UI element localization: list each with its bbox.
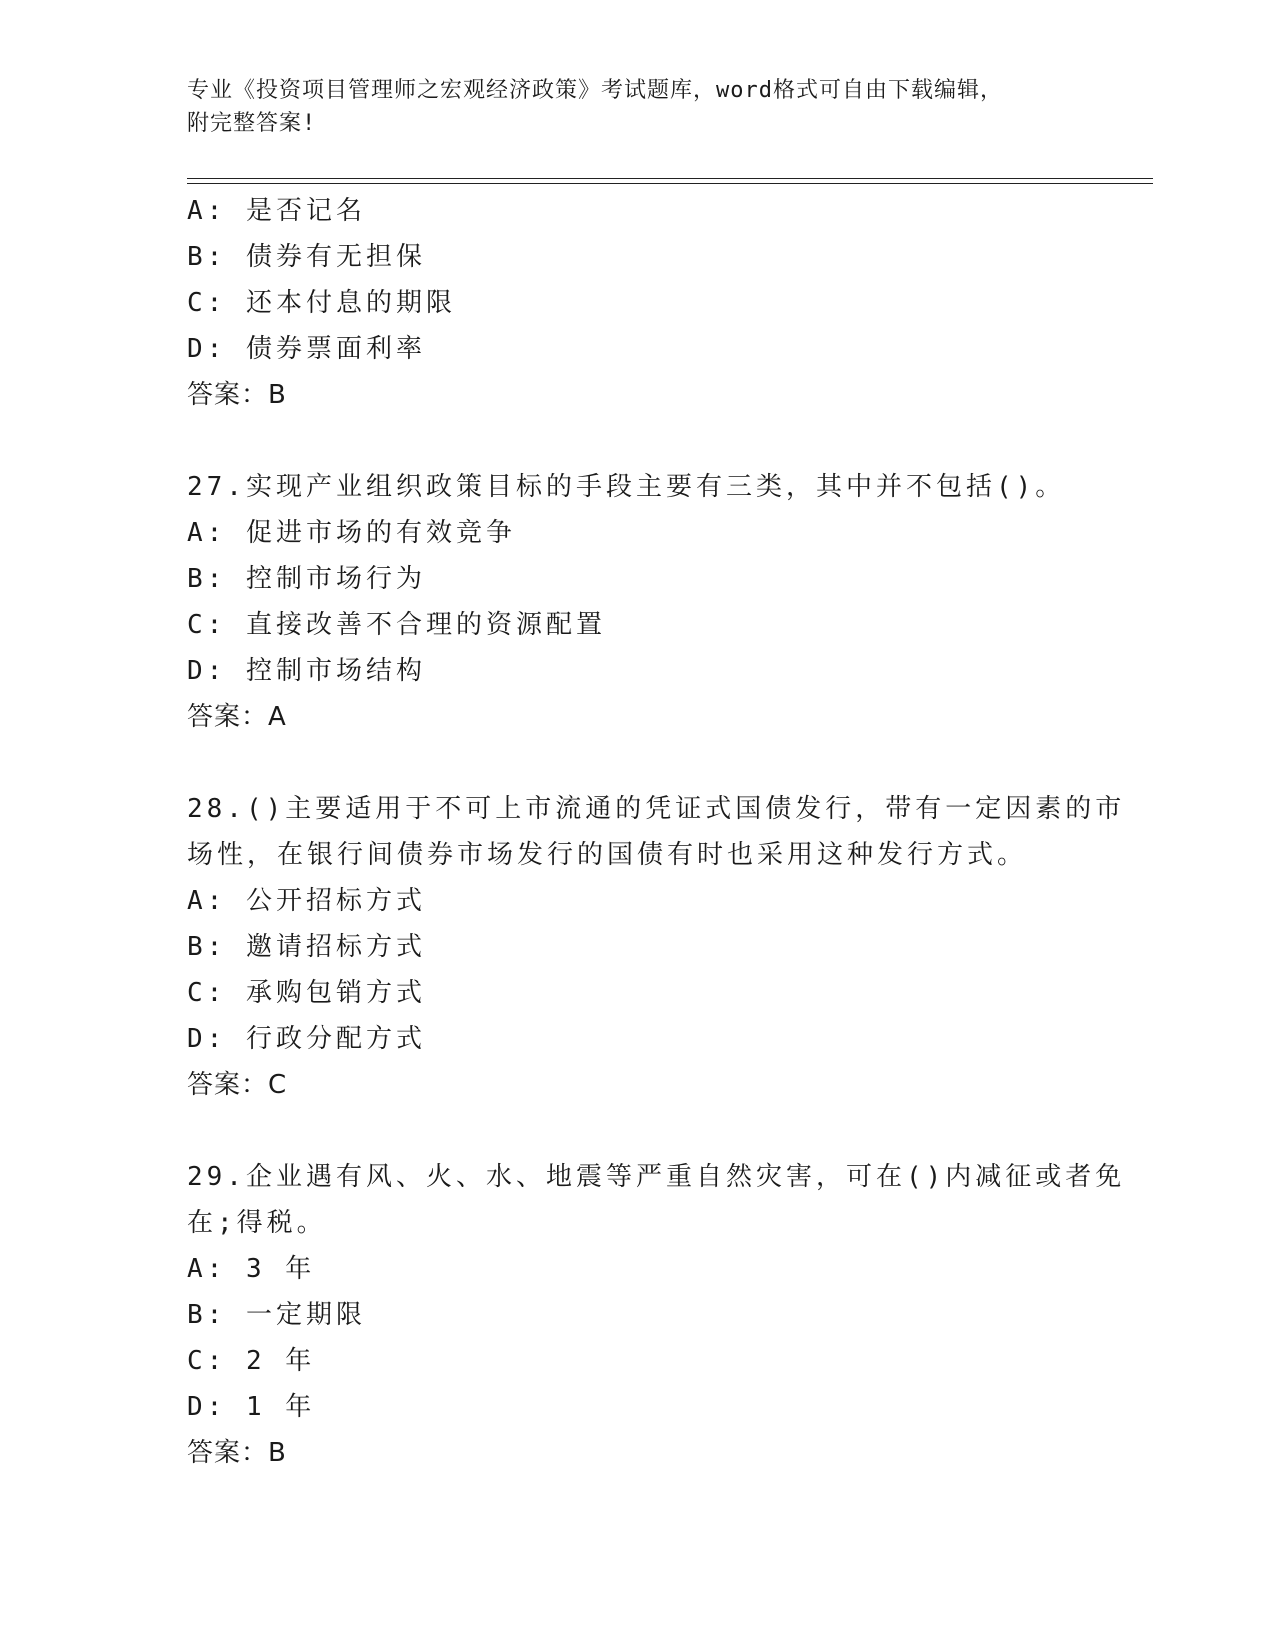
question-text-line-1: 29.企业遇有风、火、水、地震等严重自然灾害，可在()内减征或者免 [187, 1162, 1126, 1192]
answer-line: 答案：B [187, 1438, 287, 1468]
question-spacer [187, 1108, 1087, 1154]
option-c: C: 还本付息的期限 [187, 288, 456, 318]
question-text-line-2: 在;得税。 [187, 1208, 327, 1238]
option-b: B: 控制市场行为 [187, 564, 426, 594]
answer-line: 答案：C [187, 1070, 288, 1100]
header-line-1: 专业《投资项目管理师之宏观经济政策》考试题库，word格式可自由下载编辑， [187, 78, 1003, 103]
question-29 [187, 1154, 1126, 1476]
question-text: 27.实现产业组织政策目标的手段主要有三类，其中并不包括()。 [187, 472, 1066, 502]
option-d: D: 债券票面利率 [187, 334, 426, 364]
option-a: A: 3 年 [187, 1254, 316, 1284]
option-c: C: 直接改善不合理的资源配置 [187, 610, 606, 640]
question-28 [187, 786, 1126, 1108]
question-text-line-1: 28.()主要适用于不可上市流通的凭证式国债发行，带有一定因素的市 [187, 794, 1126, 824]
question-spacer [187, 418, 1087, 464]
question-list [187, 188, 1126, 1476]
option-c: C: 2 年 [187, 1346, 316, 1376]
option-a: A: 促进市场的有效竞争 [187, 518, 516, 548]
option-b: B: 债券有无担保 [187, 242, 426, 272]
question-text-line-2: 场性，在银行间债券市场发行的国债有时也采用这种发行方式。 [187, 840, 1028, 870]
header-rule-top [187, 178, 1153, 179]
option-c: C: 承购包销方式 [187, 978, 426, 1008]
answer-line: 答案：B [187, 380, 287, 410]
header-line-2: 附完整答案! [187, 111, 317, 136]
option-a: A: 公开招标方式 [187, 886, 426, 916]
option-d: D: 行政分配方式 [187, 1024, 426, 1054]
question-26 [187, 188, 1087, 418]
option-b: B: 邀请招标方式 [187, 932, 426, 962]
question-spacer [187, 740, 1087, 786]
option-a: A: 是否记名 [187, 196, 366, 226]
option-d: D: 控制市场结构 [187, 656, 426, 686]
document-header [187, 74, 1077, 140]
option-d: D: 1 年 [187, 1392, 316, 1422]
header-rule-bottom [187, 183, 1153, 184]
question-27 [187, 464, 1087, 740]
option-b: B: 一定期限 [187, 1300, 366, 1330]
answer-line: 答案：A [187, 702, 287, 732]
